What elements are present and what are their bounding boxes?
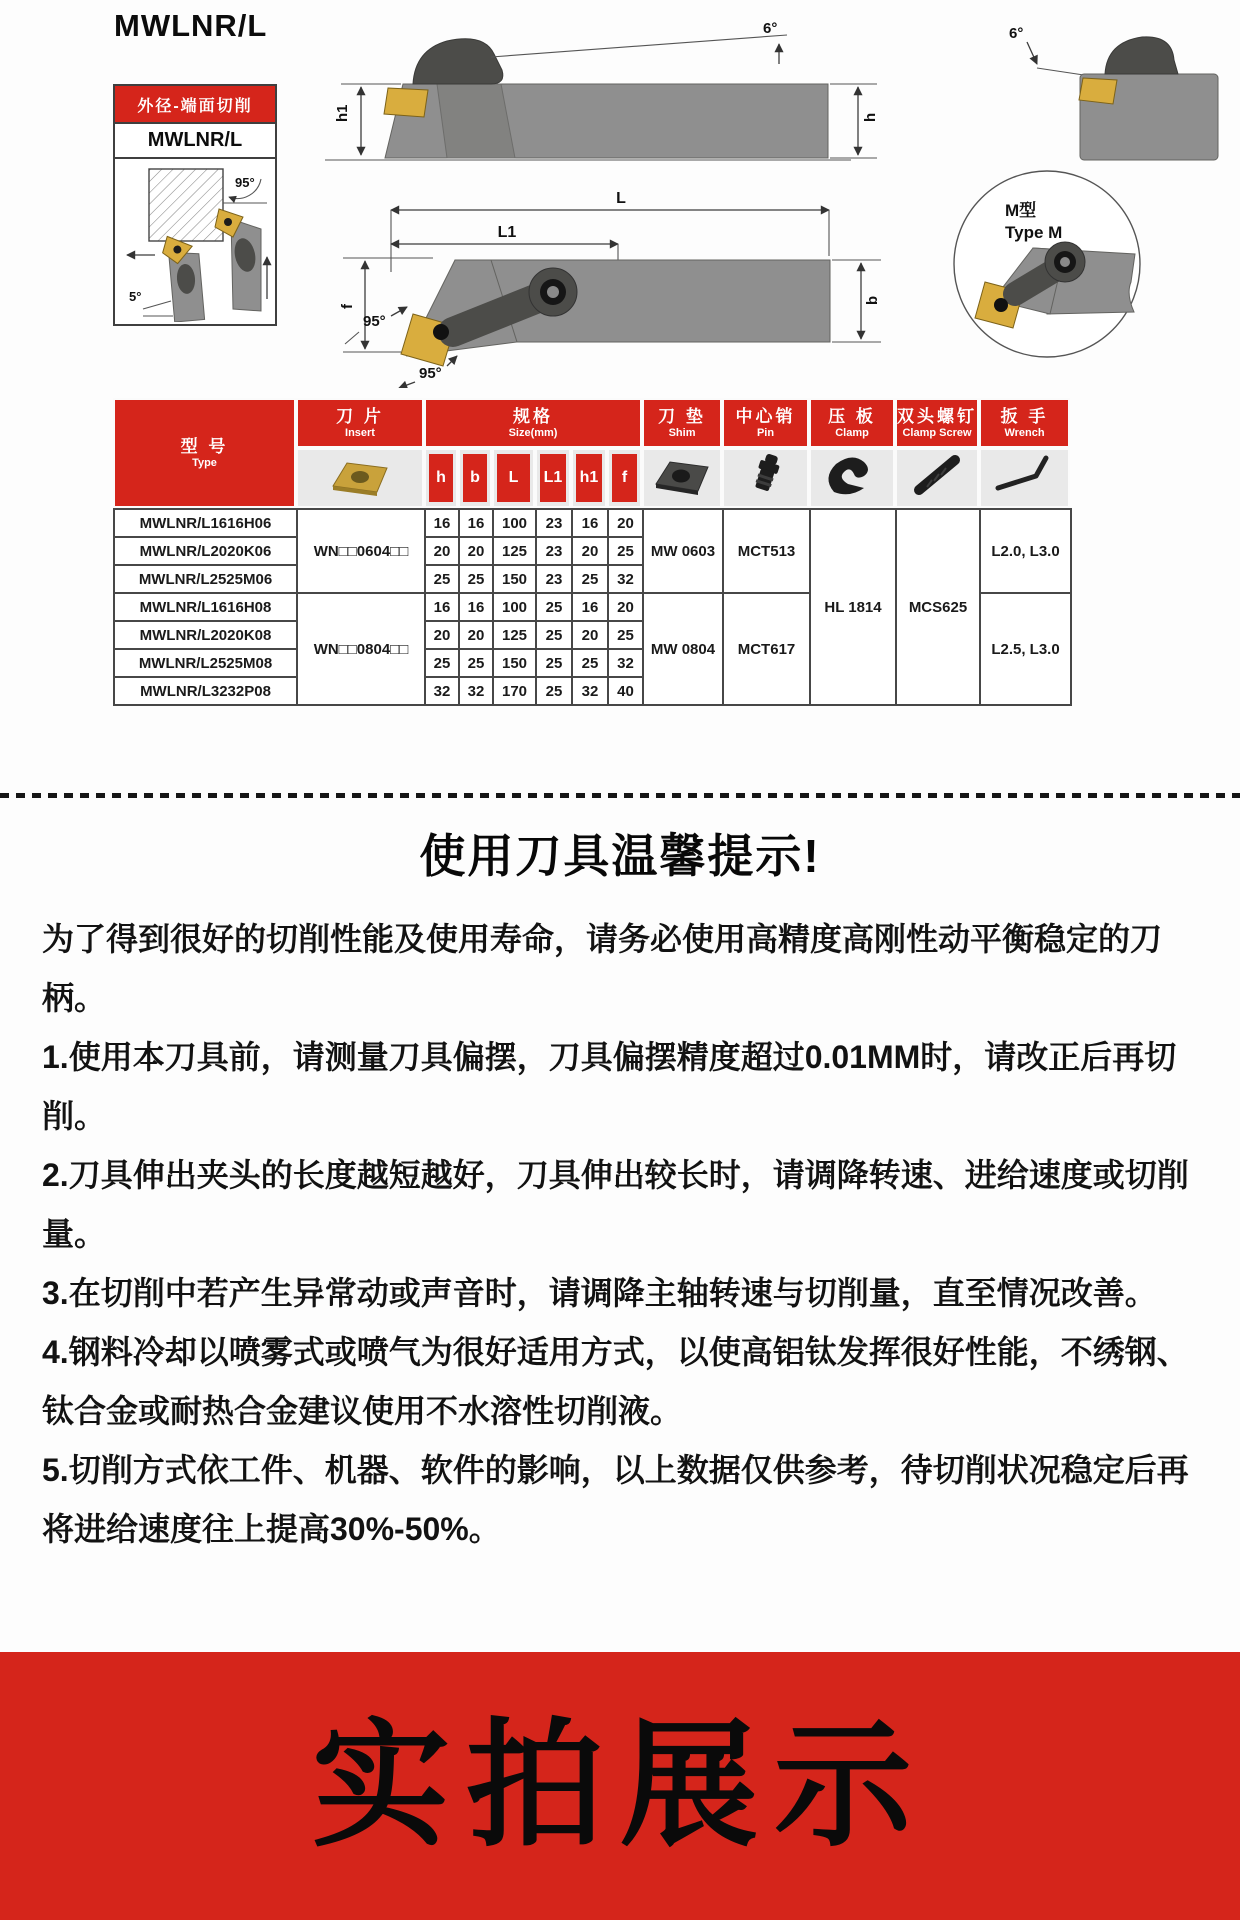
size-cell: 25 <box>459 565 493 593</box>
type-m-label-zh: M型 <box>1005 201 1037 220</box>
svg-text:f: f <box>339 304 356 309</box>
size-cell: 16 <box>572 509 608 537</box>
tips-item: 2.刀具伸出夹头的长度越短越好，刀具伸出较长时，请调降转速、进给速度或切削量。 <box>42 1157 1189 1252</box>
clamp-screw-icon <box>907 452 967 500</box>
spec-card <box>113 84 277 326</box>
model-cell: MWLNR/L2525M06 <box>114 565 297 593</box>
tips-item: 4.钢料冷却以喷雾式或喷气为很好适用方式，以使高铝钛发挥很好性能，不绣钢、钛合金或耐热合金建议使用不水溶性切削液。 <box>42 1334 1189 1429</box>
size-cell: 125 <box>493 621 536 649</box>
table-row <box>114 509 1071 537</box>
angle-95-label: 95° <box>235 175 255 190</box>
cutting-type-tag: 外径-端面切削 <box>115 86 275 124</box>
top-view-drawing <box>339 190 881 388</box>
size-cell: 25 <box>536 649 572 677</box>
size-col-h1: h1 <box>576 454 602 502</box>
angle-6-label-end: 6° <box>1009 25 1024 42</box>
model-cell: MWLNR/L1616H06 <box>114 509 297 537</box>
header-wrench: 扳 手 Wrench <box>979 398 1070 448</box>
type-m-label-en: Type M <box>1005 223 1063 242</box>
clamp-side <box>413 39 503 84</box>
size-col-h: h <box>429 454 453 502</box>
size-cell: 25 <box>536 621 572 649</box>
size-cell: 25 <box>572 565 608 593</box>
size-col-f: f <box>612 454 637 502</box>
size-cell: 20 <box>608 509 643 537</box>
insert-side <box>384 88 428 117</box>
real-shot-banner <box>0 1652 1240 1920</box>
size-cell: 25 <box>425 649 459 677</box>
size-cell: 25 <box>536 593 572 621</box>
size-cell: 32 <box>608 565 643 593</box>
svg-text:L1: L1 <box>497 224 517 241</box>
toolholder-left <box>161 234 204 322</box>
application-diagram <box>115 159 275 322</box>
pin-cell: MCT513 <box>723 509 810 593</box>
size-cell: 25 <box>536 677 572 705</box>
dim-h <box>830 84 879 158</box>
shim-cell: MW 0603 <box>643 509 723 593</box>
size-cell: 25 <box>608 537 643 565</box>
size-cell: 16 <box>459 509 493 537</box>
size-cell: 25 <box>608 621 643 649</box>
clamp-cell: HL 1814 <box>810 509 896 705</box>
page-title: MWLNR/L <box>114 8 268 43</box>
size-cell: 20 <box>459 621 493 649</box>
clamp-end <box>1105 37 1178 74</box>
size-cell: 16 <box>425 593 459 621</box>
size-col-L1: L1 <box>540 454 566 502</box>
angle-5-label: 5° <box>129 289 142 304</box>
workpiece <box>149 169 223 241</box>
size-cell: 20 <box>425 537 459 565</box>
model-cell: MWLNR/L2525M08 <box>114 649 297 677</box>
insert-end <box>1079 78 1117 104</box>
size-cell: 100 <box>493 509 536 537</box>
header-insert: 刀 片 Insert <box>296 398 424 448</box>
spec-table <box>113 398 1070 706</box>
screw-icon-cell <box>895 448 979 508</box>
model-cell: MWLNR/L2020K08 <box>114 621 297 649</box>
model-cell: MWLNR/L1616H08 <box>114 593 297 621</box>
tips-item: 1.使用本刀具前，请测量刀具偏摆，刀具偏摆精度超过0.01MM时，请改正后再切削。 <box>42 1039 1177 1134</box>
spec-card-model: MWLNR/L <box>115 124 275 159</box>
size-cell: 32 <box>459 677 493 705</box>
size-cell: 32 <box>425 677 459 705</box>
tips-item: 3.在切削中若产生异常动或声音时，请调降主轴转速与切削量，直至情况改善。 <box>42 1275 1157 1311</box>
real-shot-banner-text: 实拍展示 <box>311 1709 928 1863</box>
toolholder-right <box>215 209 261 311</box>
size-cell: 25 <box>425 565 459 593</box>
size-col-L: L <box>497 454 530 502</box>
type-m-drawing <box>935 162 1157 368</box>
header-clamp: 压 板 Clamp <box>809 398 895 448</box>
size-cell: 20 <box>572 537 608 565</box>
pin-icon <box>739 452 793 500</box>
size-cell: 150 <box>493 649 536 677</box>
head-shade <box>437 84 515 158</box>
size-cell: 150 <box>493 565 536 593</box>
dashed-divider <box>0 793 1240 798</box>
tips-title: 使用刀具温馨提示! <box>419 830 821 882</box>
shim-cell: MW 0804 <box>643 593 723 705</box>
size-col-b: b <box>463 454 487 502</box>
insert-code-cell: WN□□0604□□ <box>297 509 425 593</box>
tips-intro: 为了得到很好的切削性能及使用寿命，请务必使用高精度高刚性动平衡稳定的刀柄。 <box>42 921 1163 1016</box>
header-type: 型 号 Type <box>113 398 296 508</box>
header-size: 规格 Size(mm) <box>424 398 642 448</box>
svg-text:L: L <box>616 190 626 207</box>
size-cell: 23 <box>536 537 572 565</box>
usage-tips <box>42 820 1198 1559</box>
tech-drawing-main <box>285 20 885 388</box>
pin-cell: MCT617 <box>723 593 810 705</box>
size-cell: 32 <box>608 649 643 677</box>
svg-text:h: h <box>862 112 879 122</box>
size-cell: 20 <box>572 621 608 649</box>
size-cell: 23 <box>536 565 572 593</box>
header-clamp-screw: 双头螺钉 Clamp Screw <box>895 398 979 448</box>
wrench-icon-cell <box>979 448 1070 508</box>
wrench-cell: L2.0, L3.0 <box>980 509 1071 593</box>
insert-code-cell: WN□□0804□□ <box>297 593 425 705</box>
shim-icon-cell <box>642 448 722 508</box>
clamp-screw-cell: MCS625 <box>896 509 980 705</box>
wrench-cell: L2.5, L3.0 <box>980 593 1071 705</box>
size-cell: 16 <box>425 509 459 537</box>
size-cell: 23 <box>536 509 572 537</box>
shim-icon <box>650 454 714 498</box>
type-m-insert-screw <box>994 298 1008 312</box>
size-cell: 125 <box>493 537 536 565</box>
size-cell: 20 <box>608 593 643 621</box>
size-cell: 16 <box>572 593 608 621</box>
end-view-drawing <box>975 22 1227 172</box>
clamp-icon-cell <box>809 448 895 508</box>
spec-table-header <box>113 398 1070 508</box>
size-cell: 170 <box>493 677 536 705</box>
pin-icon-cell <box>722 448 809 508</box>
size-cell: 40 <box>608 677 643 705</box>
size-cell: 20 <box>459 537 493 565</box>
size-cell: 25 <box>572 649 608 677</box>
svg-text:h1: h1 <box>334 104 351 122</box>
wrench-icon <box>988 452 1062 500</box>
angle-95-tip: 95° <box>419 365 442 382</box>
tips-item: 5.切削方式依工件、机器、软件的影响，以上数据仅供参考，待切削状况稳定后再将进给速度往上提高30%-50%。 <box>42 1452 1189 1547</box>
size-cell: 32 <box>572 677 608 705</box>
header-shim: 刀 垫 Shim <box>642 398 722 448</box>
angle-95-front: 95° <box>363 313 386 330</box>
clamp-icon <box>820 452 884 500</box>
size-cell: 100 <box>493 593 536 621</box>
header-pin: 中心销 Pin <box>722 398 809 448</box>
insert-icon <box>325 454 395 498</box>
angle-6-label: 6° <box>763 20 778 37</box>
dim-b <box>832 260 881 342</box>
size-cell: 16 <box>459 593 493 621</box>
side-view-drawing <box>325 20 879 160</box>
svg-text:b: b <box>864 295 881 305</box>
size-cell: 25 <box>459 649 493 677</box>
model-cell: MWLNR/L2020K06 <box>114 537 297 565</box>
spec-table-body <box>113 508 1072 706</box>
size-cell: 20 <box>425 621 459 649</box>
insert-icon-cell <box>296 448 424 508</box>
insert-screw <box>433 324 449 340</box>
model-cell: MWLNR/L3232P08 <box>114 677 297 705</box>
